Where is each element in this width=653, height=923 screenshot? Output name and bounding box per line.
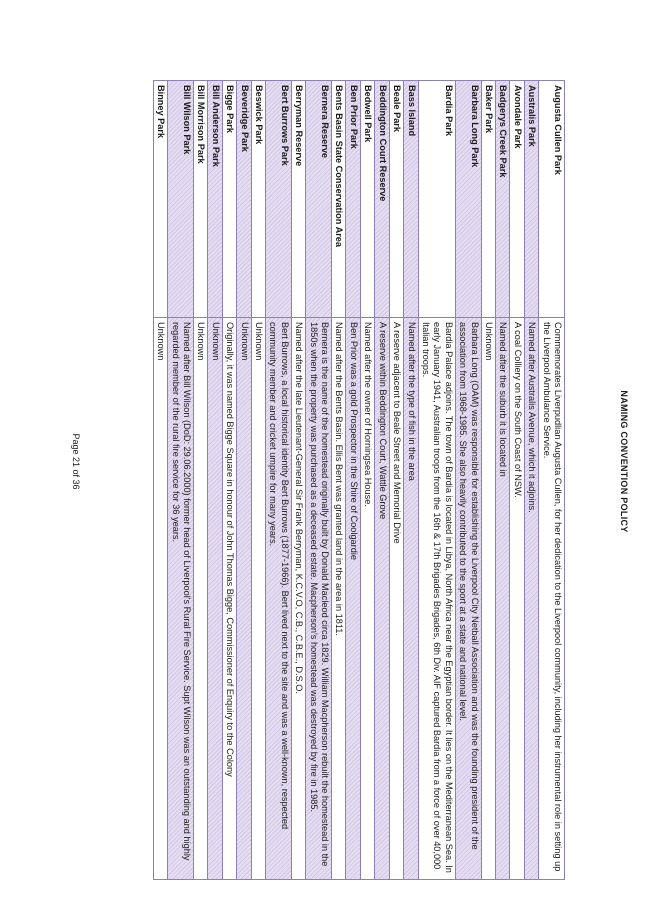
park-name-cell: Badgerys Creek Park [495, 81, 509, 318]
table-row [237, 81, 251, 880]
naming-table-body [153, 81, 564, 880]
park-name-cell: Bedwell Park [360, 81, 374, 318]
table-row [266, 81, 292, 880]
table-row [306, 81, 332, 880]
park-name-cell: Bass Island [404, 81, 418, 318]
description-cell: A reserve adjacent to Beale Street and Memorial Drive [389, 318, 403, 880]
table-row [360, 81, 374, 880]
park-name-cell: Australis Park [524, 81, 538, 318]
table-row [346, 81, 360, 880]
park-name-cell: Bents Basin State Conservation Area [332, 81, 346, 318]
park-name-cell: Beveridge Park [237, 81, 251, 318]
description-cell: Named after Australis Avenue, which it adjoins. [524, 318, 538, 880]
park-name-cell: Bigge Park [222, 81, 236, 318]
naming-table [153, 80, 565, 880]
table-row [375, 81, 389, 880]
table-row [418, 81, 455, 880]
park-name-cell: Beale Park [389, 81, 403, 318]
description-cell: A coal Colliery on the South Coast of NSW. [510, 318, 524, 880]
table-row [332, 81, 346, 880]
table-row [389, 81, 403, 880]
description-cell: Unknown [481, 318, 495, 880]
description-cell: Bardia Palace adjoins. The town of Bardia is located in Libya, North Africa near the Egyptian border. It lies on the Mediterranean Sea. In early January 1941, Australian troops from the 16th & 17th Brigades Brigades, 6th Div. AIF captured Bardia from a force of over 40,000 Italian troops. [418, 318, 455, 880]
table-row [168, 81, 194, 880]
park-name-cell: Beddington Court Reserve [375, 81, 389, 318]
table-row [194, 81, 208, 880]
park-name-cell: Ben Prior Park [346, 81, 360, 318]
table-row [455, 81, 481, 880]
table-row [208, 81, 222, 880]
park-name-cell: Bill Wilson Park [168, 81, 194, 318]
table-row [510, 81, 524, 880]
page-number: Page 21 of 36 [71, 433, 81, 490]
table-row [404, 81, 418, 880]
park-name-cell: Bert Burrows Park [266, 81, 292, 318]
table-row [495, 81, 509, 880]
description-cell: Unknown [251, 318, 265, 880]
description-cell: Named after the late Lieutenant-General Sir Frank Berryman, K.C.V.O, C.B., C.B.E., D.S.O. [291, 318, 305, 880]
description-cell: Commemorates Liverpudlian Augusta Cullen, for her dedication to the Liverpool community, including her instrumental role in setting up the Liverpool Ambulance Service. [539, 318, 565, 880]
description-cell: Originally, it was named Bigge Square in honour of John Thomas Bigge, Commissioner of Enquiry to the Colony [222, 318, 236, 880]
table-row [539, 81, 565, 880]
park-name-cell: Barbara Long Park [455, 81, 481, 318]
table-row [222, 81, 236, 880]
description-cell: Unknown [237, 318, 251, 880]
description-cell: Unknown [208, 318, 222, 880]
park-name-cell: Berryman Reserve [291, 81, 305, 318]
document-title: NAMING CONVENTION POLICY [619, 390, 629, 533]
description-cell: Named after Bill Wilson (DoD: 29.06.2000) former head of Liverpool's Rural Fire Service. Supt Wilson was an outstanding and highly regarded member of the rural fire service for 36 years. [168, 318, 194, 880]
table-row [481, 81, 495, 880]
park-name-cell: Bardia Park [418, 81, 455, 318]
description-cell: Bert Burrows, a local historical identity Bert Burrows (1877-1966). Bert lived next to the site and was a well-known, respected community member and cricket umpire for many years. [266, 318, 292, 880]
description-cell: Unknown [153, 318, 167, 880]
park-name-cell: Beswick Park [251, 81, 265, 318]
park-name-cell: Binney Park [153, 81, 167, 318]
description-cell: Named after the type of fish in the area [404, 318, 418, 880]
description-cell: Named after the Bents Basin. Ellis Bent was granted land in the area in 1811. [332, 318, 346, 880]
park-name-cell: Bill Anderson Park [208, 81, 222, 318]
table-row [153, 81, 167, 880]
table-row [524, 81, 538, 880]
park-name-cell: Augusta Cullen Park [539, 81, 565, 318]
table-row [291, 81, 305, 880]
description-cell: Named after the suburb it is located in [495, 318, 509, 880]
park-name-cell: Bernera Reserve [306, 81, 332, 318]
description-cell: Bernera is the name of the homestead originally built by Donald Macleod circa 1829. William Macpherson rebuilt the homestead in the 1850s when the property was purchased as a deceased estate. Macpherson's homestead was destroyed by fire in 1985. [306, 318, 332, 880]
description-cell: Barbara Long (OAM) was responsible for establishing the Liverpool City Netball Association and was the founding president of the association from 1968-1985. She also heavily contributed to the sport at a state and national level. [455, 318, 481, 880]
park-name-cell: Baker Park [481, 81, 495, 318]
table-row [251, 81, 265, 880]
park-name-cell: Avondale Park [510, 81, 524, 318]
description-cell: A reserve within Beddington Court, Wattle Grove [375, 318, 389, 880]
description-cell: Named after the owner of Horningsea House. [360, 318, 374, 880]
park-name-cell: Bill Morrison Park [194, 81, 208, 318]
description-cell: Unknown [194, 318, 208, 880]
description-cell: Ben Prior was a gold Prospector in the Shire of Coolgardie [346, 318, 360, 880]
